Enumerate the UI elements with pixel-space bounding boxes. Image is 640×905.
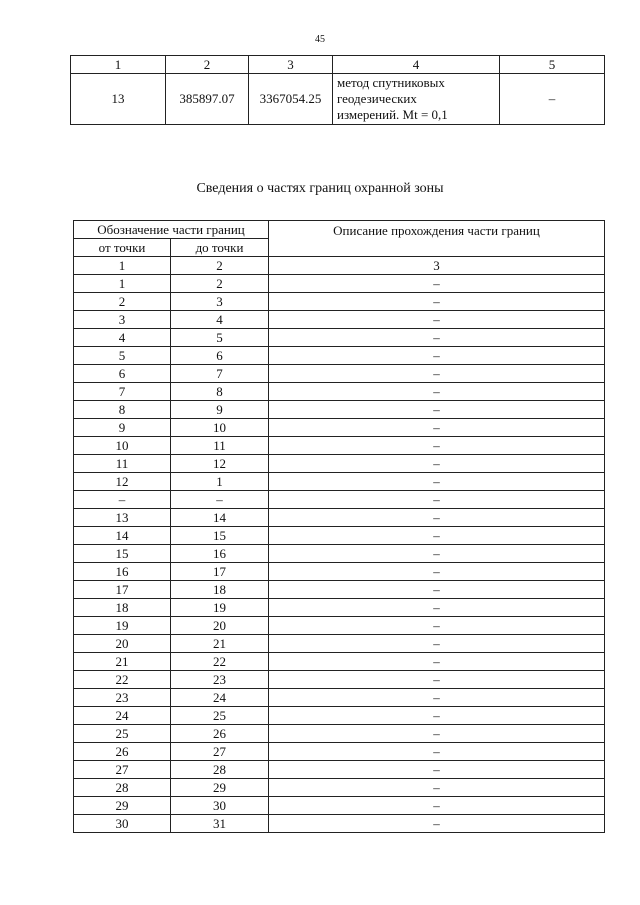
to-point-cell: 30 [171, 797, 269, 815]
from-point-cell: 23 [74, 689, 171, 707]
from-point-cell: 22 [74, 671, 171, 689]
description-cell: – [269, 617, 605, 635]
table-row [74, 527, 605, 545]
from-point-cell: 5 [74, 347, 171, 365]
from-point-cell: 19 [74, 617, 171, 635]
description-cell: – [269, 491, 605, 509]
to-point-cell: 28 [171, 761, 269, 779]
description-cell: – [269, 635, 605, 653]
to-point-cell: 24 [171, 689, 269, 707]
table-row [74, 797, 605, 815]
to-point-cell: 6 [171, 347, 269, 365]
coordinates-header-row [71, 56, 605, 74]
from-point-cell: 6 [74, 365, 171, 383]
point-number: 13 [71, 74, 166, 125]
method-line: измерений. Mt = 0,1 [337, 107, 448, 122]
table-row [74, 635, 605, 653]
from-point-cell: 28 [74, 779, 171, 797]
description-cell: – [269, 527, 605, 545]
description-cell: – [269, 329, 605, 347]
description-cell: – [269, 599, 605, 617]
from-point-cell: 16 [74, 563, 171, 581]
description-cell: – [269, 545, 605, 563]
table-row [74, 743, 605, 761]
table-row [74, 707, 605, 725]
description-cell: – [269, 725, 605, 743]
header-from-point: от точки [74, 239, 171, 257]
from-point-cell: 17 [74, 581, 171, 599]
table-row [74, 401, 605, 419]
table-row [74, 563, 605, 581]
column-header: 4 [333, 56, 500, 74]
method-line: метод спутниковых [337, 75, 445, 90]
description-cell: – [269, 707, 605, 725]
column-number: 1 [74, 257, 171, 275]
column-header: 2 [166, 56, 249, 74]
from-point-cell: 18 [74, 599, 171, 617]
to-point-cell: 9 [171, 401, 269, 419]
to-point-cell: 4 [171, 311, 269, 329]
table-row [74, 419, 605, 437]
table-row [74, 761, 605, 779]
from-point-cell: 25 [74, 725, 171, 743]
method-line: геодезических [337, 91, 417, 106]
to-point-cell: – [171, 491, 269, 509]
table-row [71, 74, 605, 125]
from-point-cell: 15 [74, 545, 171, 563]
table-row [74, 347, 605, 365]
column-header: 1 [71, 56, 166, 74]
to-point-cell: 17 [171, 563, 269, 581]
to-point-cell: 10 [171, 419, 269, 437]
to-point-cell: 8 [171, 383, 269, 401]
section-title: Сведения о частях границ охранной зоны [196, 181, 444, 196]
from-point-cell: – [74, 491, 171, 509]
to-point-cell: 3 [171, 293, 269, 311]
from-point-cell: 29 [74, 797, 171, 815]
description-cell: – [269, 509, 605, 527]
to-point-cell: 31 [171, 815, 269, 833]
to-point-cell: 19 [171, 599, 269, 617]
from-point-cell: 11 [74, 455, 171, 473]
to-point-cell: 15 [171, 527, 269, 545]
to-point-cell: 11 [171, 437, 269, 455]
description-cell: – [269, 473, 605, 491]
table-row [74, 473, 605, 491]
description-cell: – [269, 761, 605, 779]
table-row [74, 599, 605, 617]
table-row [74, 581, 605, 599]
to-point-cell: 22 [171, 653, 269, 671]
description-cell: – [269, 311, 605, 329]
description-cell: – [269, 383, 605, 401]
to-point-cell: 27 [171, 743, 269, 761]
table-row [74, 545, 605, 563]
header-row [74, 221, 605, 239]
table-row [74, 653, 605, 671]
note-cell: – [500, 74, 605, 125]
table-row [74, 815, 605, 833]
to-point-cell: 29 [171, 779, 269, 797]
numbering-row [74, 257, 605, 275]
table-row [74, 383, 605, 401]
to-point-cell: 12 [171, 455, 269, 473]
table-row [74, 491, 605, 509]
to-point-cell: 16 [171, 545, 269, 563]
to-point-cell: 26 [171, 725, 269, 743]
description-cell: – [269, 437, 605, 455]
from-point-cell: 13 [74, 509, 171, 527]
description-cell: – [269, 581, 605, 599]
table-row [74, 671, 605, 689]
table-row [74, 311, 605, 329]
column-number: 2 [171, 257, 269, 275]
to-point-cell: 23 [171, 671, 269, 689]
table-row [74, 779, 605, 797]
description-cell: – [269, 689, 605, 707]
from-point-cell: 3 [74, 311, 171, 329]
table-row [74, 329, 605, 347]
table-row [74, 725, 605, 743]
table-row [74, 365, 605, 383]
to-point-cell: 7 [171, 365, 269, 383]
boundary-parts-table [73, 220, 605, 833]
from-point-cell: 24 [74, 707, 171, 725]
from-point-cell: 4 [74, 329, 171, 347]
table-row [74, 455, 605, 473]
to-point-cell: 14 [171, 509, 269, 527]
page-number: 45 [315, 34, 325, 45]
description-cell: – [269, 419, 605, 437]
description-cell: – [269, 275, 605, 293]
table-row [74, 293, 605, 311]
to-point-cell: 2 [171, 275, 269, 293]
table-row [74, 617, 605, 635]
to-point-cell: 18 [171, 581, 269, 599]
description-cell: – [269, 401, 605, 419]
coordinate-y: 3367054.25 [249, 74, 333, 125]
to-point-cell: 20 [171, 617, 269, 635]
description-cell: – [269, 815, 605, 833]
table-row [74, 509, 605, 527]
from-point-cell: 12 [74, 473, 171, 491]
description-cell: – [269, 563, 605, 581]
to-point-cell: 21 [171, 635, 269, 653]
description-cell: – [269, 653, 605, 671]
from-point-cell: 26 [74, 743, 171, 761]
method-description [333, 74, 500, 125]
column-number: 3 [269, 257, 605, 275]
from-point-cell: 7 [74, 383, 171, 401]
from-point-cell: 14 [74, 527, 171, 545]
column-header: 3 [249, 56, 333, 74]
from-point-cell: 10 [74, 437, 171, 455]
description-cell: – [269, 347, 605, 365]
table-row [74, 437, 605, 455]
header-to-point: до точки [171, 239, 269, 257]
description-cell: – [269, 671, 605, 689]
table-row [74, 689, 605, 707]
description-cell: – [269, 455, 605, 473]
from-point-cell: 27 [74, 761, 171, 779]
to-point-cell: 1 [171, 473, 269, 491]
from-point-cell: 1 [74, 275, 171, 293]
description-cell: – [269, 293, 605, 311]
header-description: Описание прохождения части границ [269, 221, 605, 257]
coordinate-x: 385897.07 [166, 74, 249, 125]
coordinates-table [70, 55, 605, 125]
description-cell: – [269, 779, 605, 797]
to-point-cell: 5 [171, 329, 269, 347]
description-cell: – [269, 743, 605, 761]
from-point-cell: 21 [74, 653, 171, 671]
table-row [74, 275, 605, 293]
from-point-cell: 30 [74, 815, 171, 833]
from-point-cell: 20 [74, 635, 171, 653]
description-cell: – [269, 365, 605, 383]
from-point-cell: 8 [74, 401, 171, 419]
column-header: 5 [500, 56, 605, 74]
header-boundary-designation: Обозначение части границ [74, 221, 269, 239]
to-point-cell: 25 [171, 707, 269, 725]
description-cell: – [269, 797, 605, 815]
from-point-cell: 2 [74, 293, 171, 311]
from-point-cell: 9 [74, 419, 171, 437]
